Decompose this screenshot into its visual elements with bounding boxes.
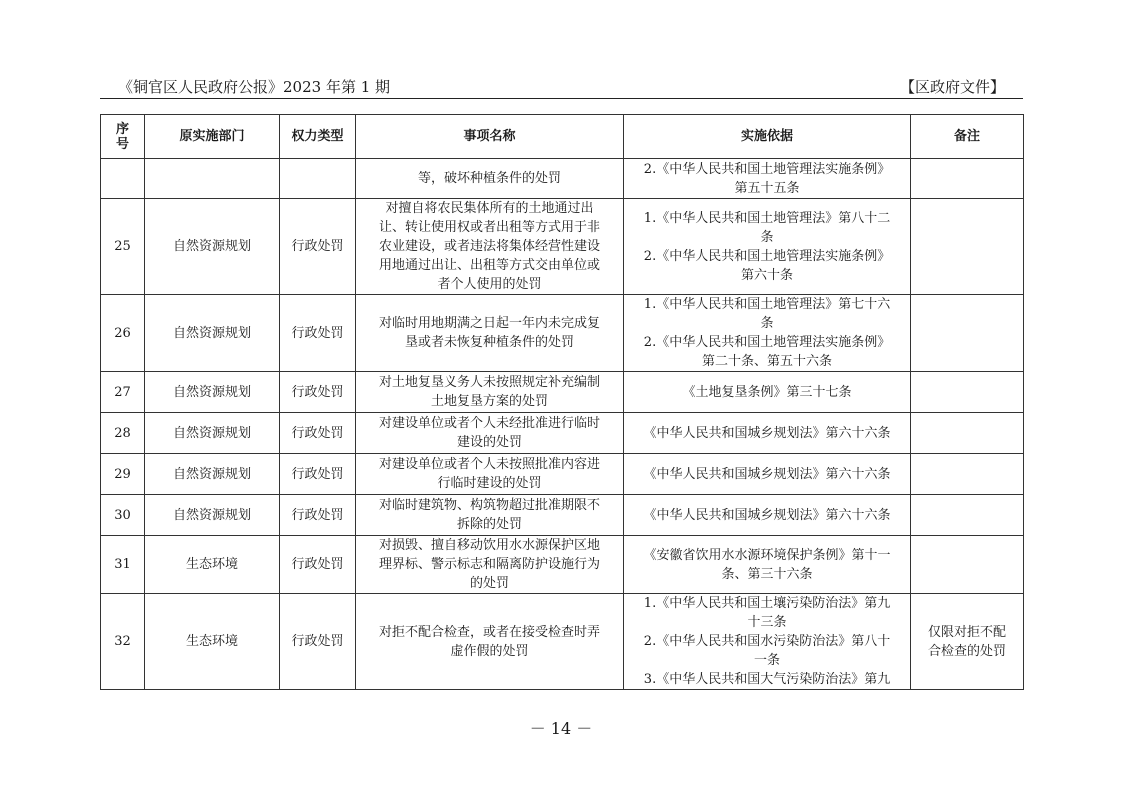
cell-basis-line: 2.《中华人民共和国土地管理法实施条例》 <box>643 248 891 264</box>
cell-dept: 自然资源规划 <box>145 199 280 295</box>
cell-dept: 自然资源规划 <box>145 454 280 495</box>
cell-basis-line: 条 <box>760 229 774 245</box>
cell-note <box>911 159 1024 199</box>
cell-item-line: 用地通过出让、出租等方式交由单位或 <box>378 258 600 273</box>
cell-basis-line: 1.《中华人民共和国土地管理法》第七十六 <box>643 297 891 312</box>
cell-item-line: 垦或者未恢复种植条件的处罚 <box>404 335 574 350</box>
table-row <box>101 594 1024 690</box>
cell-type: 行政处罚 <box>280 536 356 594</box>
table-row <box>101 413 1024 454</box>
cell-item <box>356 413 624 454</box>
cell-item <box>356 454 624 495</box>
cell-basis <box>624 454 911 495</box>
cell-basis-line: 《中华人民共和国城乡规划法》第六十六条 <box>643 507 891 523</box>
cell-note-line: 合检查的处罚 <box>927 643 1006 659</box>
cell-dept <box>145 159 280 199</box>
cell-item <box>356 495 624 536</box>
cell-item <box>356 199 624 295</box>
cell-item-line: 对土地复垦义务人未按照规定补充编制 <box>378 375 600 390</box>
cell-basis-line: 2.《中华人民共和国土地管理法实施条例》 <box>643 161 891 177</box>
cell-basis-line: 1.《中华人民共和国土壤污染防治法》第九 <box>643 596 891 611</box>
cell-item-line: 对拒不配合检查，或者在接受检查时弄 <box>378 624 600 640</box>
cell-item <box>356 536 624 594</box>
cell-dept: 自然资源规划 <box>145 495 280 536</box>
table-row <box>101 536 1024 594</box>
cell-basis-line: 十三条 <box>747 615 787 630</box>
cell-note <box>911 495 1024 536</box>
cell-item-line: 理界标、警示标志和隔离防护设施行为 <box>378 557 600 572</box>
cell-item <box>356 372 624 413</box>
cell-dept: 生态环境 <box>145 594 280 690</box>
cell-type: 行政处罚 <box>280 594 356 690</box>
cell-basis-line: 第二十条、第五十六条 <box>701 354 832 369</box>
cell-dept: 自然资源规划 <box>145 295 280 372</box>
cell-note <box>911 536 1024 594</box>
cell-type: 行政处罚 <box>280 295 356 372</box>
cell-no: 31 <box>101 536 145 594</box>
cell-basis <box>624 199 911 295</box>
cell-basis <box>624 372 911 413</box>
col-header-note: 备注 <box>911 115 1024 159</box>
col-header-item: 事项名称 <box>356 115 624 159</box>
cell-no: 30 <box>101 495 145 536</box>
col-header-basis: 实施依据 <box>624 115 911 159</box>
cell-no: 28 <box>101 413 145 454</box>
cell-item <box>356 159 624 199</box>
cell-type: 行政处罚 <box>280 199 356 295</box>
cell-basis-line: 2.《中华人民共和国土地管理法实施条例》 <box>643 335 891 350</box>
cell-item <box>356 295 624 372</box>
header-rule <box>100 98 1023 99</box>
cell-item-line: 对建设单位或者个人未按照批准内容进 <box>378 457 600 472</box>
cell-item <box>356 594 624 690</box>
cell-type: 行政处罚 <box>280 372 356 413</box>
cell-basis <box>624 295 911 372</box>
cell-basis-line: 《土地复垦条例》第三十七条 <box>682 384 852 400</box>
cell-item-line: 让、转让使用权或者出租等方式用于非 <box>378 220 600 235</box>
cell-basis-line: 第五十五条 <box>734 180 800 196</box>
cell-dept: 生态环境 <box>145 536 280 594</box>
cell-basis-line: 第六十条 <box>740 267 793 283</box>
cell-type: 行政处罚 <box>280 454 356 495</box>
cell-basis-line: 条、第三十六条 <box>721 566 813 582</box>
cell-basis-line: 一条 <box>753 653 780 668</box>
cell-no: 27 <box>101 372 145 413</box>
cell-basis <box>624 594 911 690</box>
cell-no: 25 <box>101 199 145 295</box>
col-header-no: 序 号 <box>101 115 145 159</box>
cell-dept: 自然资源规划 <box>145 413 280 454</box>
col-header-dept: 原实施部门 <box>145 115 280 159</box>
cell-basis <box>624 536 911 594</box>
cell-note <box>911 295 1024 372</box>
cell-no: 32 <box>101 594 145 690</box>
cell-note <box>911 199 1024 295</box>
cell-item-line: 农业建设，或者违法将集体经营性建设 <box>378 239 600 254</box>
cell-basis <box>624 495 911 536</box>
table-row <box>101 199 1024 295</box>
cell-item-line: 等，破坏种植条件的处罚 <box>417 171 561 186</box>
cell-no: 29 <box>101 454 145 495</box>
cell-type <box>280 159 356 199</box>
cell-type: 行政处罚 <box>280 495 356 536</box>
cell-note <box>911 413 1024 454</box>
cell-no: 26 <box>101 295 145 372</box>
cell-item-line: 对损毁、擅自移动饮用水水源保护区地 <box>378 538 600 553</box>
cell-type: 行政处罚 <box>280 413 356 454</box>
cell-dept: 自然资源规划 <box>145 372 280 413</box>
power-list-table <box>100 114 1024 690</box>
table-row <box>101 372 1024 413</box>
cell-item-line: 对临时用地期满之日起一年内未完成复 <box>378 316 600 331</box>
cell-item-line: 对临时建筑物、构筑物超过批准期限不 <box>378 498 600 513</box>
table-header-row <box>101 115 1024 159</box>
table-row <box>101 495 1024 536</box>
cell-basis-line: 《中华人民共和国城乡规划法》第六十六条 <box>643 425 891 441</box>
cell-item-line: 虚作假的处罚 <box>450 643 529 659</box>
cell-item-line: 者个人使用的处罚 <box>437 277 542 292</box>
cell-basis-line: 《安徽省饮用水水源环境保护条例》第十一 <box>643 547 891 563</box>
cell-item-line: 对建设单位或者个人未经批准进行临时 <box>378 416 600 431</box>
cell-item-line: 拆除的处罚 <box>456 517 522 532</box>
cell-note-line: 仅限对拒不配 <box>927 624 1006 640</box>
cell-item-line: 建设的处罚 <box>456 435 522 450</box>
cell-basis-line: 2.《中华人民共和国水污染防治法》第八十 <box>643 634 891 649</box>
page-number: － 14 － <box>529 719 593 738</box>
cell-item-line: 对擅自将农民集体所有的土地通过出 <box>385 201 594 216</box>
cell-basis-line: 《中华人民共和国城乡规划法》第六十六条 <box>643 466 891 482</box>
cell-item-line: 土地复垦方案的处罚 <box>430 394 548 409</box>
cell-basis-line: 3.《中华人民共和国大气污染防治法》第九 <box>643 672 891 687</box>
cell-basis <box>624 159 911 199</box>
cell-basis-line: 条 <box>760 316 774 331</box>
cell-no <box>101 159 145 199</box>
cell-note <box>911 454 1024 495</box>
cell-note <box>911 594 1024 690</box>
cell-basis <box>624 413 911 454</box>
table-row <box>101 454 1024 495</box>
cell-item-line: 行临时建设的处罚 <box>437 476 542 491</box>
section-label: 【区政府文件】 <box>899 78 1005 96</box>
cell-item-line: 的处罚 <box>469 576 509 591</box>
col-header-type: 权力类型 <box>280 115 356 159</box>
cell-note <box>911 372 1024 413</box>
table-row <box>101 295 1024 372</box>
table-row <box>101 159 1024 199</box>
cell-basis-line: 1.《中华人民共和国土地管理法》第八十二 <box>643 210 891 226</box>
bulletin-title: 《铜官区人民政府公报》2023 年第 1 期 <box>118 78 391 96</box>
